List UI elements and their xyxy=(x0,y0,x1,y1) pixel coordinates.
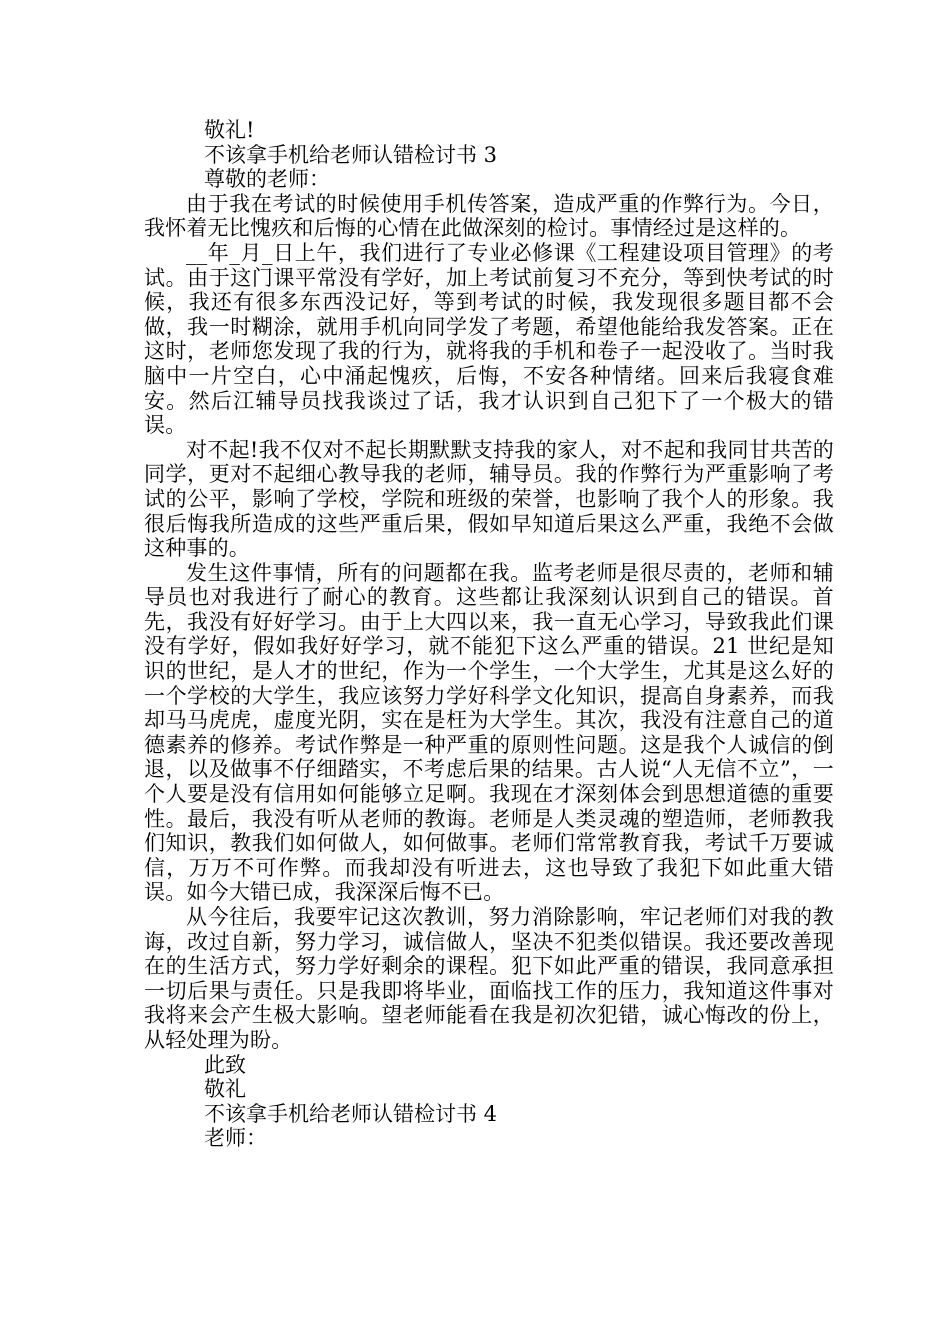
salutation-line-4: 老师： xyxy=(204,1126,267,1151)
paragraph-2: __年_月_日上午，我们进行了专业必修课《工程建设项目管理》的考试。由于这门课平常没有学好，加上考试前复习不充分，等到快考试的时候，我还有很多东西没记好，等到考试的时候，我发现很多题目都不会做，我一时糊涂，就用手机向同学发了考题，希望他能给我发答案。正在这时，老师您发现了我的行为，就将我的手机和卷子一起没收了。当时我脑中一片空白，心中涌起愧疚，后悔，不安各种情绪。回来后我寝食难安。然后江辅导员找我谈过了话，我才认识到自己犯下了一个极大的错误。 xyxy=(144,240,834,438)
paragraph-1: 由于我在考试的时候使用手机传答案，造成严重的作弊行为。今日，我怀着无比愧疚和后悔的心情在此做深刻的检讨。事情经过是这样的。 xyxy=(144,191,834,241)
jingli-line: 敬礼 xyxy=(204,1077,246,1102)
document-page xyxy=(144,118,834,1151)
cizhi-line: 此致 xyxy=(204,1052,246,1077)
paragraph-3: 对不起!我不仅对不起长期默默支持我的家人，对不起和我同甘共苦的同学，更对不起细心教导我的老师，辅导员。我的作弊行为严重影响了考试的公平，影响了学校，学院和班级的荣誉，也影响了我个人的形象。我很后悔我所造成的这些严重后果，假如早知道后果这么严重，我绝不会做这种事的。 xyxy=(144,437,834,561)
closing-salute-line: 敬礼! xyxy=(204,118,255,142)
salutation-line: 尊敬的老师： xyxy=(204,167,330,192)
paragraph-5: 从今往后，我要牢记这次教训，努力消除影响，牢记老师们对我的教诲，改过自新，努力学习，诚信做人，坚决不犯类似错误。我还要改善现在的生活方式，努力学好剩余的课程。犯下如此严重的错误，我同意承担一切后果与责任。只是我即将毕业，面临找工作的压力，我知道这件事对我将来会产生极大影响。望老师能看在我是初次犯错，诚心悔改的份上，从轻处理为盼。 xyxy=(144,905,834,1052)
section-title-3: 不该拿手机给老师认错检讨书 3 xyxy=(204,142,498,167)
section-title-4: 不该拿手机给老师认错检讨书 4 xyxy=(204,1101,498,1126)
paragraph-4: 发生这件事情，所有的问题都在我。监考老师是很尽责的，老师和辅导员也对我进行了耐心的教育。这些都让我深刻认识到自己的错误。首先，我没有好好学习。由于上大四以来，我一直无心学习，导致我此们课没有学好，假如我好好学习，就不能犯下这么严重的错误。21 世纪是知识的世纪，是人才的世纪，作为一个学生，一个大学生，尤其是这么好的一个学校的大学生，我应该努力学好科学文化知识，提高自身素养，而我却马马虎虎，虚度光阴，实在是枉为大学生。其次，我没有注意自己的道德素养的修养。考试作弊是一种严重的原则性问题。这是我个人诚信的倒退，以及做事不仔细踏实，不考虑后果的结果。古人说“人无信不立”，一个人要是没有信用如何能够立足啊。我现在才深刻体会到思想道德的重要性。最后，我没有听从老师的教诲。老师是人类灵魂的塑造师，老师教我们知识，教我们如何做人，如何做事。老师们常常教育我，考试千万要诚信，万万不可作弊。而我却没有听进去，这也导致了我犯下如此重大错误。如今大错已成，我深深后悔不已。 xyxy=(144,560,834,905)
